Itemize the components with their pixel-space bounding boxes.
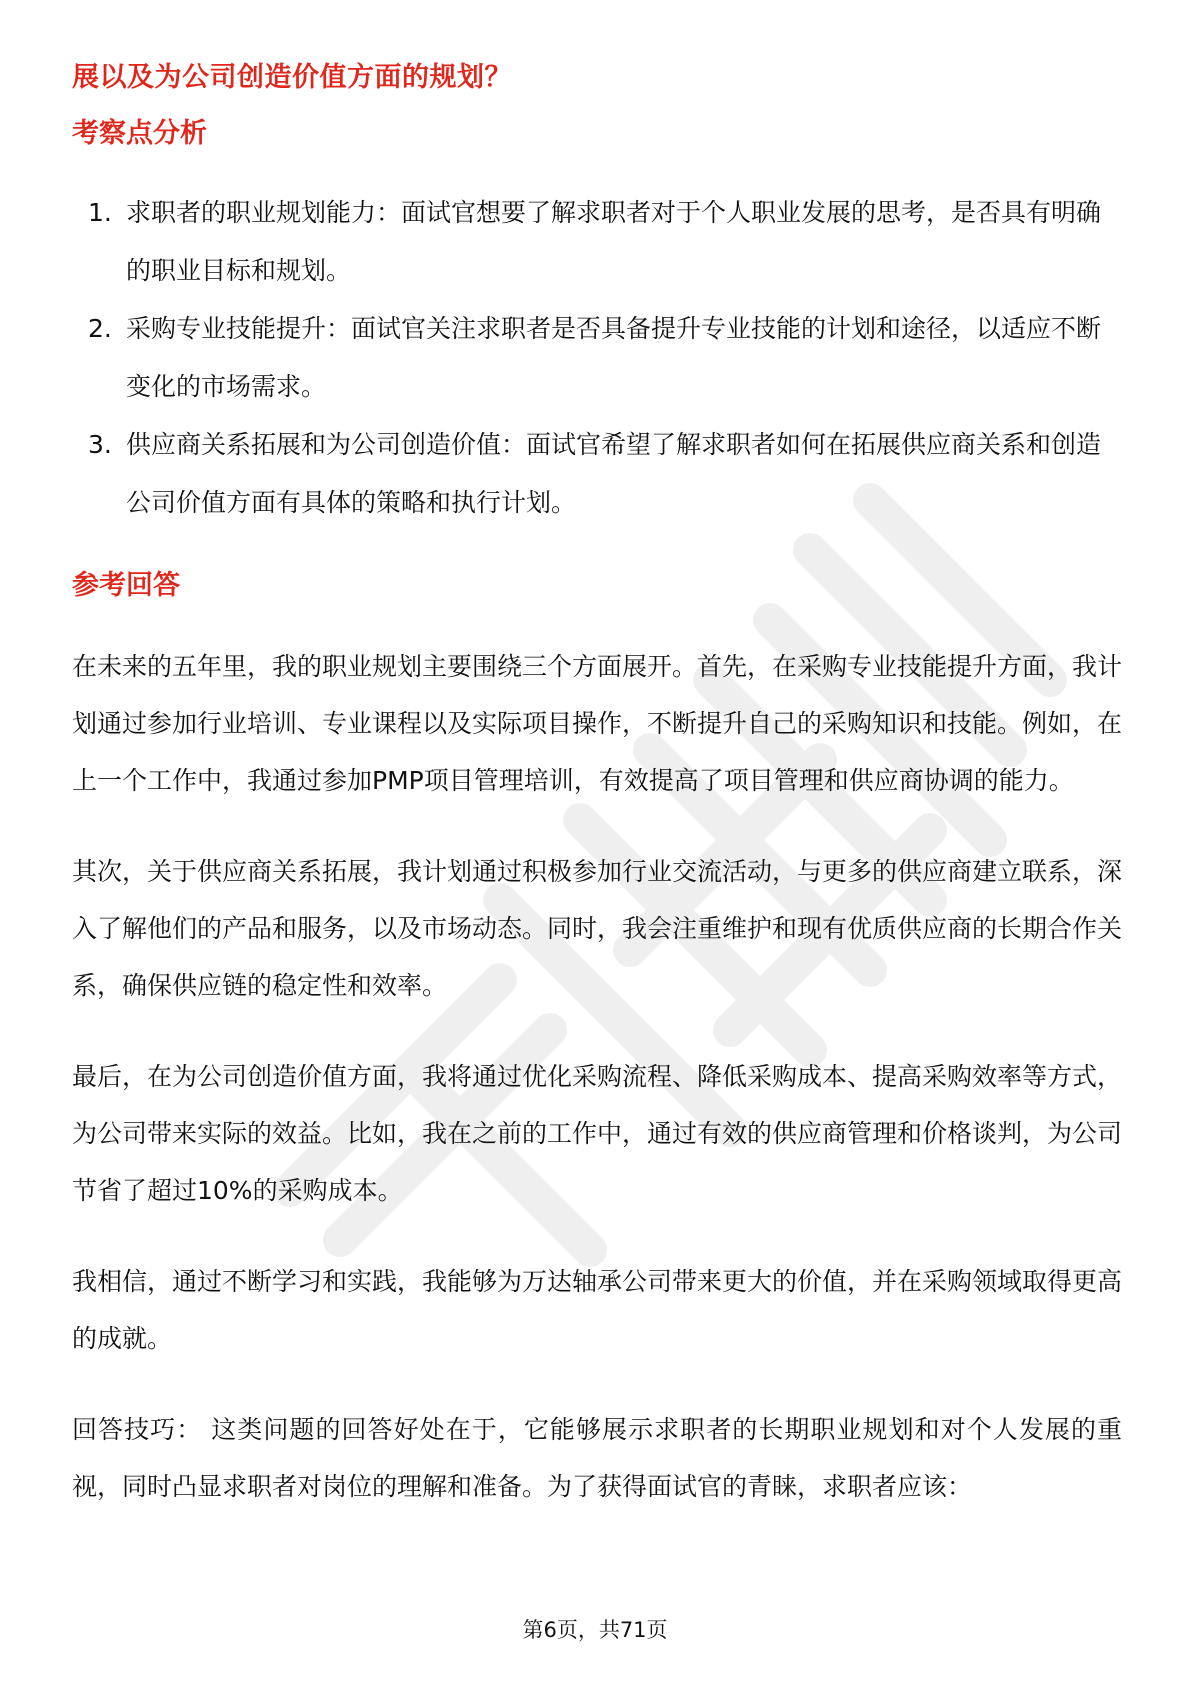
answer-paragraph: 其次，关于供应商关系拓展，我计划通过积极参加行业交流活动，与更多的供应商建立联系，深入了解他们的产品和服务，以及市场动态。同时，我会注重维护和现有优质供应商的长期合作关系，确保供应链的稳定性和效率。 [72,857,1123,1000]
answer-tips-paragraph: 回答技巧： 这类问题的回答好处在于，它能够展示求职者的长期职业规划和对个人发展的重视，同时凸显求职者对岗位的理解和准备。为了获得面试官的青睐，求职者应该： [72,1415,1122,1501]
point-number: 3. [88,430,112,459]
point-text: 供应商关系拓展和为公司创造价值：面试官希望了解求职者如何在拓展供应商关系和创造公司价值方面有具体的策略和执行计划。 [126,430,1102,517]
analysis-point [72,184,1122,300]
analysis-points-list [72,184,1122,532]
document-content [72,58,1122,1515]
point-number: 1. [88,198,112,227]
answer-heading: 参考回答 [72,570,180,601]
answer-paragraph: 最后，在为公司创造价值方面，我将通过优化采购流程、降低采购成本、提高采购效率等方式，为公司带来实际的效益。比如，我在之前的工作中，通过有效的供应商管理和价格谈判，为公司节省了超过10%的采购成本。 [72,1062,1123,1205]
answer-paragraph: 在未来的五年里，我的职业规划主要围绕三个方面展开。首先，在采购专业技能提升方面，我计划通过参加行业培训、专业课程以及实际项目操作，不断提升自己的采购知识和技能。例如，在上一个工作中，我通过参加PMP项目管理培训，有效提高了项目管理和供应商协调的能力。 [72,652,1123,795]
point-number: 2. [88,314,112,343]
point-text: 采购专业技能提升：面试官关注求职者是否具备提升专业技能的计划和途径，以适应不断变化的市场需求。 [126,314,1102,401]
analysis-heading: 考察点分析 [72,118,207,149]
answer-paragraph: 我相信，通过不断学习和实践，我能够为万达轴承公司带来更大的价值，并在采购领域取得更高的成就。 [72,1267,1123,1353]
point-text: 求职者的职业规划能力：面试官想要了解求职者对于个人职业发展的思考，是否具有明确的职业目标和规划。 [126,198,1102,285]
analysis-point [72,416,1122,532]
analysis-point [72,300,1122,416]
page-footer: 第6页，共71页 [522,1618,668,1642]
question-title-continuation: 展以及为公司创造价值方面的规划？ [72,62,512,93]
